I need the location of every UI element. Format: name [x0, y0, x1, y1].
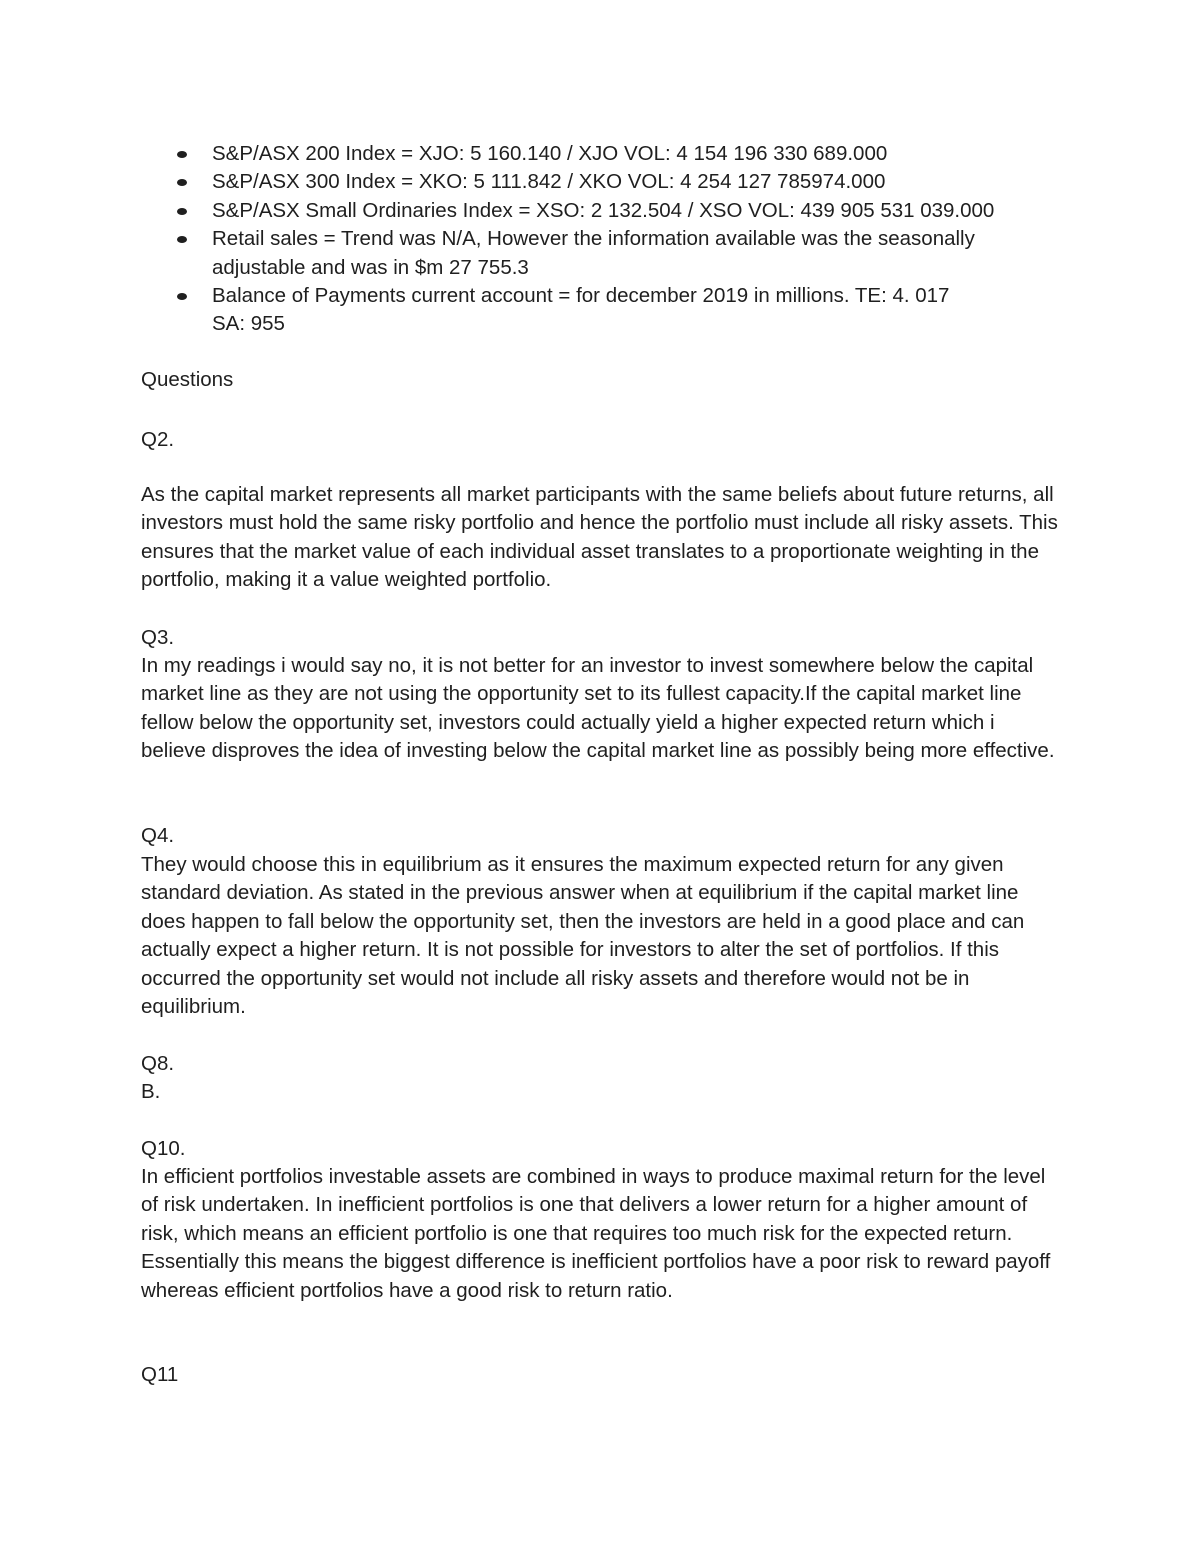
bullet-dot-icon: [177, 236, 187, 243]
bullet-item-xso: [180, 197, 1060, 225]
q3-answer: In my readings i would say no, it is not better for an investor to invest somewhere below the capital market line as they are not using the opportunity set to its fullest capacity.If the capital market line fellow below the opportunity set, investors could actually yield a higher expected return which i believe disproves the idea of investing below the capital market line as possibly being more effective.: [141, 654, 1055, 763]
bullet-item-xjo: [180, 140, 1060, 168]
q11-label: Q11: [141, 1363, 179, 1386]
questions-heading: Questions: [141, 368, 234, 391]
bullet-dot-icon: [177, 179, 187, 186]
bullet-text: S&P/ASX 200 Index = XJO: 5 160.140 / XJO VOL: 4 154 196 330 689.000: [212, 142, 888, 165]
bullet-dot-icon: [177, 151, 187, 158]
q8-label: Q8.: [141, 1052, 175, 1075]
bullet-text: Retail sales = Trend was N/A, However the information available was the seasonally adjustable and was in $m 27 755.3: [212, 227, 975, 279]
q10-label: Q10.: [141, 1137, 186, 1160]
q8-answer: B.: [141, 1080, 161, 1103]
bullet-text: S&P/ASX 300 Index = XKO: 5 111.842 / XKO VOL: 4 254 127 785974.000: [212, 170, 886, 194]
q3-label: Q3.: [141, 626, 175, 649]
bullet-item-retail-sales: [180, 225, 1060, 282]
bullet-dot-icon: [177, 208, 187, 215]
q10-answer: In efficient portfolios investable assets are combined in ways to produce maximal return for the level of risk undertaken. In inefficient portfolios is one that delivers a lower return for a higher amount of risk, which means an efficient portfolio is one that requires too much risk for the expected return. Essentially this means the biggest difference is inefficient portfolios have a poor risk to reward payoff whereas efficient portfolios have a good risk to return ratio.: [141, 1165, 1051, 1302]
bullet-text-line-2: SA: 955: [212, 312, 285, 336]
q4-answer: They would choose this in equilibrium as it ensures the maximum expected return for any given standard deviation. As stated in the previous answer when at equilibrium if the capital market line does happen to fall below the opportunity set, then the investors are held in a good place and can actually expect a higher return. It is not possible for investors to alter the set of portfolios. If this occurred the opportunity set would not include all risky assets and therefore would not be in equilibrium.: [141, 853, 1025, 1019]
q2-answer: As the capital market represents all market participants with the same beliefs about future returns, all investors must hold the same risky portfolio and hence the portfolio must include all risky assets. This ensures that the market value of each individual asset translates to a proportionate weighting in the portfolio, making it a value weighted portfolio.: [141, 483, 1058, 592]
q4-label: Q4.: [141, 824, 175, 847]
bullet-text-line-1: Balance of Payments current account = for december 2019 in millions. TE: 4. 017: [212, 284, 950, 308]
q2-label: Q2.: [141, 428, 175, 451]
bullet-item-xko: [180, 168, 1060, 196]
bullet-item-balance-of-payments: [180, 282, 1060, 339]
data-bullet-list: [180, 140, 1060, 339]
bullet-dot-icon: [177, 293, 187, 300]
bullet-text: S&P/ASX Small Ordinaries Index = XSO: 2 132.504 / XSO VOL: 439 905 531 039.000: [212, 198, 995, 222]
